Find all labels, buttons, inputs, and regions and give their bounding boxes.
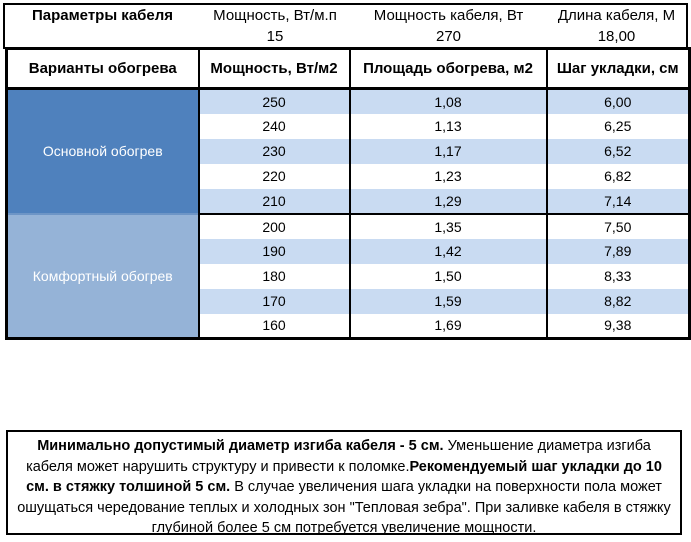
- cable-params-table: [3, 3, 688, 49]
- note-segment-bold: Рекомендуемый шаг укладки до 10 см. в стяжку толшиной 5 см.: [26, 458, 662, 495]
- power-cell: 180: [199, 264, 350, 289]
- power-cell: 250: [199, 89, 350, 114]
- table-row: [7, 214, 690, 239]
- area-cell: 1,29: [350, 189, 547, 214]
- area-cell: 1,50: [350, 264, 547, 289]
- power-cell: 210: [199, 189, 350, 214]
- step-cell: 6,25: [547, 114, 690, 139]
- step-cell: 7,89: [547, 239, 690, 264]
- step-cell: 9,38: [547, 314, 690, 339]
- param-value-power-per-m: 15: [266, 28, 284, 45]
- step-cell: 6,00: [547, 89, 690, 114]
- step-cell: 8,33: [547, 264, 690, 289]
- section-label: Комфортный обогрев: [7, 214, 199, 339]
- param-value-cable-power: 270: [435, 28, 462, 45]
- area-cell: 1,59: [350, 289, 547, 314]
- column-header-power: Мощность, Вт/м2: [199, 49, 350, 89]
- area-cell: 1,17: [350, 139, 547, 164]
- note-segment-bold: Минимально допустимый диаметр изгиба кабеля - 5 см.: [37, 438, 444, 454]
- param-value-cable-length: 18,00: [597, 28, 636, 45]
- param-header-cable-power: Мощность кабеля, Вт: [373, 7, 524, 24]
- area-cell: 1,08: [350, 89, 547, 114]
- power-cell: 160: [199, 314, 350, 339]
- header-row: [7, 49, 690, 89]
- step-cell: 7,14: [547, 189, 690, 214]
- table-row: [7, 89, 690, 114]
- power-cell: 240: [199, 114, 350, 139]
- power-cell: 200: [199, 214, 350, 239]
- note-segment: В случае увеличения шага укладки на поверхности пола может ошущаться чередование теплых и холодных зон "Тепловая зебра". При заливке кабеля в стяжку глубиной более 5 см потребуется увеличение мощности.: [17, 479, 671, 536]
- column-header-area: Площадь обогрева, м2: [350, 49, 547, 89]
- area-cell: 1,69: [350, 314, 547, 339]
- note-box: [6, 430, 682, 535]
- power-cell: 170: [199, 289, 350, 314]
- area-cell: 1,42: [350, 239, 547, 264]
- column-header-step: Шаг укладки, см: [547, 49, 690, 89]
- step-cell: 8,82: [547, 289, 690, 314]
- param-header-cable-length: Длина кабеля, М: [557, 7, 676, 24]
- note-text: [17, 438, 671, 536]
- area-cell: 1,13: [350, 114, 547, 139]
- column-header-variants: Варианты обогрева: [7, 49, 199, 89]
- param-header-name: Параметры кабеля: [31, 7, 174, 24]
- step-cell: 6,52: [547, 139, 690, 164]
- power-cell: 230: [199, 139, 350, 164]
- step-cell: 7,50: [547, 214, 690, 239]
- note-segment: Уменьшение диаметра изгиба кабеля может нарушить структуру и привести к поломке.: [26, 438, 651, 475]
- power-cell: 190: [199, 239, 350, 264]
- step-cell: 6,82: [547, 164, 690, 189]
- area-cell: 1,23: [350, 164, 547, 189]
- power-cell: 220: [199, 164, 350, 189]
- area-cell: 1,35: [350, 214, 547, 239]
- heating-variants-table: [5, 47, 691, 340]
- param-value-empty: [5, 26, 200, 47]
- section-label: Основной обогрев: [7, 89, 199, 214]
- param-header-power-per-m: Мощность, Вт/м.п: [213, 7, 337, 24]
